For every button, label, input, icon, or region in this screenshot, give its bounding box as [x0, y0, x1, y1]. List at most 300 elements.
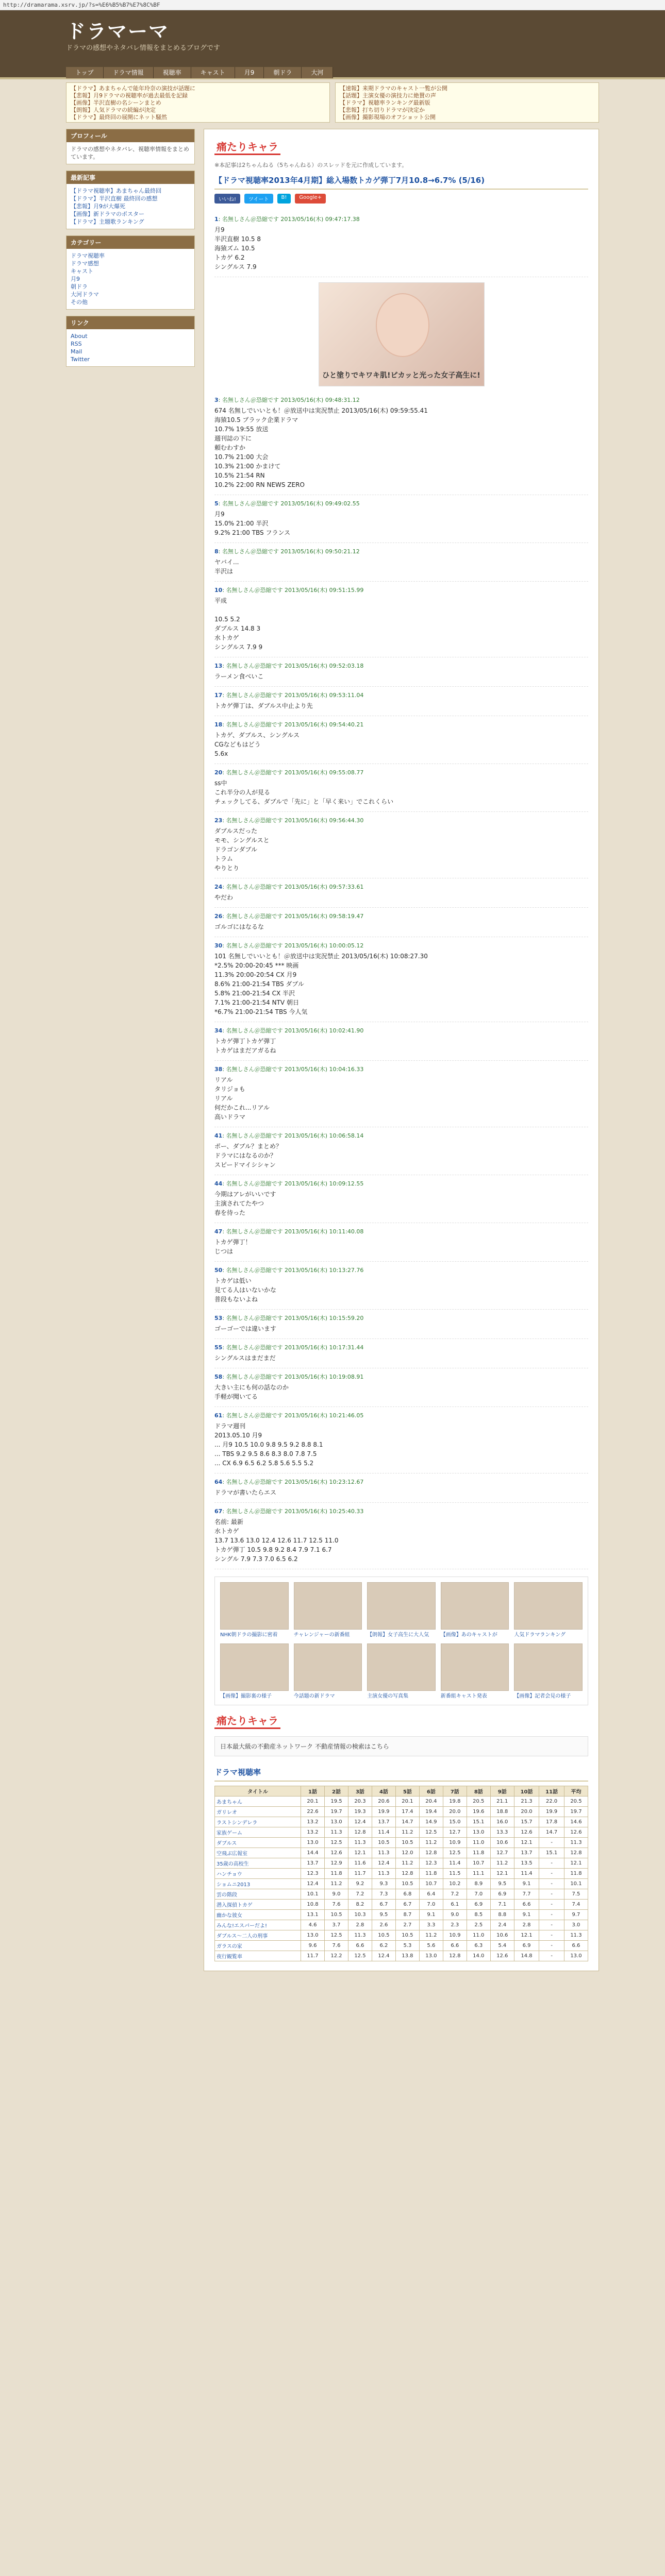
ratings-row [215, 1817, 588, 1827]
rating-cell: 11.1 [467, 1869, 490, 1879]
headline-link[interactable]: 【悲報】月9ドラマの視聴率が過去最低を記録 [71, 92, 188, 99]
post-author: 名無しさん＠恐縮です [226, 692, 283, 699]
rating-cell: 13.0 [301, 1838, 325, 1848]
post-number[interactable]: 38 [214, 1066, 223, 1073]
rating-cell: 19.9 [372, 1807, 395, 1817]
post-author: 名無しさん＠恐縮です [226, 663, 283, 669]
headline-box [66, 82, 599, 123]
recommend-item[interactable] [367, 1582, 436, 1638]
rating-cell: 6.6 [514, 1900, 539, 1910]
post-header: 20: 名無しさん＠恐縮です 2013/05/16(木) 09:55:08.77 [214, 769, 364, 776]
ratings-column-header: 7話 [443, 1786, 467, 1797]
rating-cell: 3.0 [564, 1920, 588, 1930]
drama-title-cell[interactable]: 雲の階段 [215, 1889, 301, 1900]
drama-title-cell[interactable]: ショムニ2013 [215, 1879, 301, 1889]
ratings-column-header: 2話 [325, 1786, 348, 1797]
post-item [214, 1339, 588, 1368]
category-link[interactable]: ドラマ視聴率 [71, 252, 105, 259]
post-item [214, 1407, 588, 1473]
rating-cell: 15.7 [514, 1817, 539, 1827]
headline-link[interactable]: 【話題】主演女優の演技力に絶賛の声 [340, 92, 436, 99]
nav-item[interactable]: 大河 [302, 67, 333, 78]
google-plus-button[interactable]: Google+ [295, 194, 326, 204]
post-number[interactable]: 55 [214, 1344, 223, 1351]
post-body: やだわ [214, 894, 234, 901]
rating-cell: 6.2 [372, 1941, 395, 1951]
recommend-caption[interactable]: NHK朝ドラの撮影に密着 [220, 1632, 278, 1638]
post-number[interactable]: 18 [214, 721, 223, 728]
recommend-thumbnail[interactable] [294, 1643, 362, 1691]
rating-cell: 19.9 [539, 1807, 564, 1817]
post-date: 2013/05/16(木) 10:17:31.44 [285, 1344, 364, 1351]
post-header: 5: 名無しさん＠恐縮です 2013/05/16(木) 09:49:02.55 [214, 500, 360, 507]
rating-cell: 13.8 [395, 1951, 419, 1961]
about-link[interactable]: About [71, 333, 88, 340]
post-date: 2013/05/16(木) 09:52:03.18 [285, 663, 364, 669]
drama-title-cell[interactable]: ラストシンデレラ [215, 1817, 301, 1827]
drama-title-cell[interactable]: ダブルス [215, 1838, 301, 1848]
category-list [66, 249, 194, 309]
headline-column-right [335, 82, 599, 123]
drama-title-cell[interactable]: ガリレオ [215, 1807, 301, 1817]
post-header: 41: 名無しさん＠恐縮です 2013/05/16(木) 10:06:58.14 [214, 1132, 364, 1139]
headline-link[interactable]: 【ドラマ】あまちゃんで能年玲奈の演技が話題に [71, 85, 195, 92]
rating-cell: 11.7 [348, 1869, 372, 1879]
post-date: 2013/05/16(木) 09:48:31.12 [280, 397, 360, 403]
nav-item[interactable]: 月9 [235, 67, 264, 78]
rating-cell: 11.0 [467, 1838, 490, 1848]
recent-post-link[interactable]: 【ドラマ】主題歌ランキング [71, 218, 144, 225]
post-body: 大きい主にも何の話なのか 手軽が聞いてる [214, 1384, 289, 1400]
post-item [214, 657, 588, 687]
post-author: 名無しさん＠恐縮です [222, 216, 279, 223]
rating-cell: - [539, 1920, 564, 1930]
recent-post-link[interactable]: 【悲報】月9が大爆死 [71, 203, 125, 210]
drama-title-cell[interactable]: ガラスの家 [215, 1941, 301, 1951]
post-date: 2013/05/16(木) 09:58:19.47 [285, 913, 364, 920]
ratings-title: ドラマ視聴率 [214, 1767, 588, 1782]
headline-link[interactable]: 【ドラマ】視聴率ランキング最新版 [340, 99, 430, 106]
recommend-thumbnail[interactable] [514, 1643, 583, 1691]
post-number[interactable]: 34 [214, 1027, 223, 1034]
rating-cell: 7.4 [564, 1900, 588, 1910]
recommend-thumbnail[interactable] [367, 1643, 436, 1691]
post-number[interactable]: 13 [214, 663, 223, 669]
post-header: 24: 名無しさん＠恐縮です 2013/05/16(木) 09:57:33.61 [214, 884, 364, 890]
post-header: 44: 名無しさん＠恐縮です 2013/05/16(木) 10:09:12.55 [214, 1180, 364, 1187]
mail-link[interactable]: Mail [71, 348, 82, 355]
rating-cell: 10.8 [301, 1900, 325, 1910]
post-number[interactable]: 67 [214, 1508, 223, 1515]
facebook-like-button[interactable]: いいね! [214, 194, 240, 204]
promo-image[interactable] [319, 282, 485, 386]
rating-cell: 12.8 [443, 1951, 467, 1961]
rating-cell: 11.0 [467, 1930, 490, 1941]
post-date: 2013/05/16(木) 09:47:17.38 [280, 216, 360, 223]
ratings-row [215, 1879, 588, 1889]
post-number[interactable]: 10 [214, 587, 223, 594]
post-item [214, 1503, 588, 1569]
rating-cell: 10.9 [443, 1930, 467, 1941]
recommend-caption[interactable]: 【画像】撮影裏の様子 [220, 1693, 272, 1699]
post-item [214, 392, 588, 495]
post-date: 2013/05/16(木) 09:54:40.21 [285, 721, 364, 728]
recommend-caption[interactable]: 人気ドラマランキング [514, 1632, 566, 1638]
category-link[interactable]: 月9 [71, 276, 80, 282]
headline-link[interactable]: 【画像】撮影現場のオフショット公開 [340, 114, 436, 121]
rating-cell: 17.8 [539, 1817, 564, 1827]
rating-cell: 11.2 [395, 1827, 419, 1838]
rating-cell: - [539, 1951, 564, 1961]
rating-cell: 13.0 [419, 1951, 443, 1961]
post-number[interactable]: 44 [214, 1180, 223, 1187]
rating-cell: 10.7 [467, 1858, 490, 1869]
rating-cell: 20.1 [395, 1797, 419, 1807]
rating-cell: 12.1 [490, 1869, 514, 1879]
post-item [214, 812, 588, 878]
headline-link[interactable]: 【悲報】打ち切りドラマが決定か [340, 107, 425, 113]
post-body: ドラマが書いたらエス [214, 1489, 277, 1496]
post-header: 64: 名無しさん＠恐縮です 2013/05/16(木) 10:23:12.67 [214, 1479, 364, 1485]
ratings-row [215, 1838, 588, 1848]
recent-post-link[interactable]: 【画像】新ドラマのポスター [71, 211, 144, 217]
recent-post-link[interactable]: 【ドラマ視聴率】あまちゃん最終回 [71, 188, 161, 194]
recommend-item[interactable] [367, 1643, 436, 1700]
post-item [214, 543, 588, 582]
rating-cell: 2.8 [514, 1920, 539, 1930]
rating-cell: 20.4 [419, 1797, 443, 1807]
post-date: 2013/05/16(木) 10:11:40.08 [285, 1228, 364, 1235]
recommend-item[interactable] [220, 1582, 289, 1638]
ratings-column-header: 5話 [395, 1786, 419, 1797]
rating-cell: 10.5 [325, 1910, 348, 1920]
post-number[interactable]: 8 [214, 548, 219, 555]
rating-cell: 19.7 [325, 1807, 348, 1817]
drama-title-cell[interactable]: 幽かな彼女 [215, 1910, 301, 1920]
rating-cell: 2.4 [490, 1920, 514, 1930]
intro-text: ※本記事は2ちゃんねる（5ちゃんねる）のスレッドを元に作成しています。 [214, 162, 408, 168]
site-logo[interactable]: ドラマーマ [66, 20, 170, 43]
rating-cell: 6.6 [443, 1941, 467, 1951]
twitter-link[interactable]: Twitter [71, 356, 90, 363]
ratings-column-header: 6話 [419, 1786, 443, 1797]
site-header [0, 10, 665, 79]
post-header: 3: 名無しさん＠恐縮です 2013/05/16(木) 09:48:31.12 [214, 397, 360, 403]
post-item [214, 211, 588, 277]
rating-cell: 16.0 [490, 1817, 514, 1827]
post-body: ss中 これ半分の人が見る チェックしてる、ダブルで「先に」と「早く来い」でこれくらい [214, 779, 394, 805]
post-item [214, 1061, 588, 1127]
post-body: トカゲ弾丁！ じつは [214, 1239, 252, 1255]
headline-link[interactable]: 【画像】半沢直樹の名シーンまとめ [71, 99, 161, 106]
rating-cell: 7.7 [514, 1889, 539, 1900]
ratings-column-header: 平均 [564, 1786, 588, 1797]
ratings-body [215, 1797, 588, 1961]
post-body: ドラマ週刊 2013.05.10 月9 ... 月9 10.5 10.0 9.8 9.5 9.2 8.8 8.1 ... TBS 9.2 9.5 8.6 8.3 8.0 7.8 7.5 ... CX 6.9 6.5 6.2 5.8 5.6 5.5 5.2 [214, 1422, 323, 1467]
recommend-thumbnail[interactable] [294, 1582, 362, 1630]
post-date: 2013/05/16(木) 10:09:12.55 [285, 1180, 364, 1187]
category-link[interactable]: ドラマ感想 [71, 260, 99, 267]
recommend-caption[interactable]: チャレンジャーの新番組 [293, 1632, 350, 1638]
rating-cell: 12.0 [395, 1848, 419, 1858]
rating-cell: - [539, 1879, 564, 1889]
rating-cell: 12.5 [325, 1838, 348, 1848]
drama-title-cell[interactable]: ハンチョウ [215, 1869, 301, 1879]
recommend-thumbnail[interactable] [441, 1582, 509, 1630]
ratings-section [214, 1767, 588, 1961]
post-number[interactable]: 20 [214, 769, 223, 776]
rating-cell: 12.5 [348, 1951, 372, 1961]
rating-cell: 9.5 [490, 1879, 514, 1889]
recommend-item[interactable] [441, 1582, 509, 1638]
post-number[interactable]: 50 [214, 1267, 223, 1274]
rating-cell: 17.4 [395, 1807, 419, 1817]
post-body: 月9 半沢直樹 10.5 8 海猿ズム 10.5 トカゲ 6.2 シングルス 7.9 [214, 226, 261, 270]
post-number[interactable]: 47 [214, 1228, 223, 1235]
rating-cell: 11.8 [419, 1869, 443, 1879]
recommend-thumbnail[interactable] [441, 1643, 509, 1691]
nav-item[interactable]: トップ [66, 67, 104, 78]
rating-cell: 14.6 [564, 1817, 588, 1827]
post-date: 2013/05/16(木) 10:02:41.90 [285, 1027, 364, 1034]
recommend-item[interactable] [441, 1643, 509, 1700]
recommend-item[interactable] [294, 1643, 362, 1700]
post-title[interactable]: 【ドラマ視聴率2013年4月期】総入場数トカゲ弾丁7月10.8→6.7% (5/16) [214, 175, 588, 190]
post-author: 名無しさん＠恐縮です [226, 1267, 283, 1274]
tweet-button[interactable]: ツイート [244, 194, 273, 204]
post-number[interactable]: 64 [214, 1479, 223, 1485]
post-body: トカゲ弾丁は、ダブルス中止より先 [214, 702, 313, 709]
post-number[interactable]: 26 [214, 913, 223, 920]
post-body: ヤバイ... 半沢は [214, 558, 239, 575]
post-header: 53: 名無しさん＠恐縮です 2013/05/16(木) 10:15:59.20 [214, 1315, 364, 1321]
post-item [214, 716, 588, 764]
post-number[interactable]: 17 [214, 692, 223, 699]
ratings-row [215, 1941, 588, 1951]
post-author: 名無しさん＠恐縮です [226, 721, 283, 728]
post-number[interactable]: 58 [214, 1374, 223, 1380]
post-header: 17: 名無しさん＠恐縮です 2013/05/16(木) 09:53:11.04 [214, 692, 364, 699]
hatena-button[interactable]: B! [277, 194, 291, 204]
drama-title-cell[interactable]: 35歳の高校生 [215, 1858, 301, 1869]
post-date: 2013/05/16(木) 10:23:12.67 [285, 1479, 364, 1485]
rating-cell: 14.7 [539, 1827, 564, 1838]
post-date: 2013/05/16(木) 10:04:16.33 [285, 1066, 364, 1073]
rating-cell: 13.7 [514, 1848, 539, 1858]
post-header: 34: 名無しさん＠恐縮です 2013/05/16(木) 10:02:41.90 [214, 1027, 364, 1034]
recommend-item[interactable] [514, 1643, 583, 1700]
rating-cell: 9.0 [325, 1889, 348, 1900]
post-author: 名無しさん＠恐縮です [226, 913, 283, 920]
recommend-thumbnail[interactable] [220, 1582, 289, 1630]
links-title: リンク [66, 316, 194, 329]
post-body: 名前: 最新 水トカゲ 13.7 13.6 13.0 12.4 12.6 11.7 12.5 11.0 トカゲ弾丁 10.5 9.8 9.2 8.4 7.9 7.1 6.7 シングル 7.9 7.3 7.0 6.5 6.2 [214, 1518, 339, 1563]
recommend-thumbnail[interactable] [514, 1582, 583, 1630]
recommend-item[interactable] [294, 1582, 362, 1638]
rating-cell: - [539, 1910, 564, 1920]
post-author: 名無しさん＠恐縮です [226, 1027, 283, 1034]
rating-cell: 13.7 [301, 1858, 325, 1869]
nav-item[interactable]: 朝ドラ [264, 67, 302, 78]
post-number[interactable]: 1 [214, 216, 219, 223]
recent-post-link[interactable]: 【ドラマ】半沢直樹 最終回の感想 [71, 195, 158, 202]
category-link[interactable]: キャスト [71, 268, 93, 275]
post-body: 今期はアレがいいです 主演されてたやつ 春を待った [214, 1191, 276, 1216]
rating-cell: 5.3 [395, 1941, 419, 1951]
rating-cell: 11.3 [325, 1827, 348, 1838]
rating-cell: 20.3 [348, 1797, 372, 1807]
rating-cell: 12.5 [325, 1930, 348, 1941]
post-body: 平成 10.5 5.2 ダブルス 14.8 3 水トカゲ シングルス 7.9 9 [214, 597, 263, 651]
rating-cell: 13.0 [467, 1827, 490, 1838]
post-list [214, 211, 588, 1569]
recommend-caption[interactable]: 【朗報】女子高生に大人気 [367, 1632, 429, 1638]
post-number[interactable]: 24 [214, 884, 223, 890]
ratings-column-header: 3話 [348, 1786, 372, 1797]
drama-title-cell[interactable]: ダブルス～二人の刑事 [215, 1930, 301, 1941]
rating-cell: 14.0 [467, 1951, 490, 1961]
recommend-caption[interactable]: 今話題の新ドラマ [293, 1693, 335, 1699]
post-date: 2013/05/16(木) 10:19:08.91 [285, 1374, 364, 1380]
drama-title-cell[interactable]: 潜入探偵トカゲ [215, 1900, 301, 1910]
rating-cell: 12.2 [325, 1951, 348, 1961]
rating-cell: 12.9 [325, 1858, 348, 1869]
category-link[interactable]: 大河ドラマ [71, 291, 99, 298]
rating-cell: 10.5 [395, 1930, 419, 1941]
post-number[interactable]: 53 [214, 1315, 223, 1321]
recent-posts-title: 最新記事 [66, 171, 194, 184]
drama-title-cell[interactable]: あまちゃん [215, 1797, 301, 1807]
nav-item[interactable]: キャスト [191, 67, 235, 78]
rating-cell: 19.5 [325, 1797, 348, 1807]
headline-link[interactable]: 【朗報】人気ドラマの続編が決定 [71, 107, 156, 113]
drama-title-cell[interactable]: 家族ゲーム [215, 1827, 301, 1838]
post-number[interactable]: 41 [214, 1132, 223, 1139]
rating-cell: 21.1 [490, 1797, 514, 1807]
brand-badge-bottom[interactable]: 痛たりキャラ [214, 1713, 280, 1729]
rating-cell: 11.4 [443, 1858, 467, 1869]
rating-cell: 9.5 [372, 1910, 395, 1920]
post-body: 月9 15.0% 21:00 半沢 9.2% 21:00 TBS フランス [214, 511, 291, 536]
rating-cell: 8.8 [490, 1910, 514, 1920]
post-number[interactable]: 5 [214, 500, 219, 507]
recommend-caption[interactable]: 新番組キャスト発表 [440, 1693, 487, 1699]
rating-cell: 6.6 [348, 1941, 372, 1951]
ratings-row [215, 1951, 588, 1961]
brand-badge[interactable]: 痛たりキャラ [214, 139, 280, 155]
recommend-grid [214, 1577, 588, 1705]
post-header: 30: 名無しさん＠恐縮です 2013/05/16(木) 10:00:05.12 [214, 942, 364, 949]
rating-cell: 11.8 [564, 1869, 588, 1879]
ratings-row [215, 1848, 588, 1858]
rating-cell: 12.4 [372, 1951, 395, 1961]
rating-cell: 12.8 [395, 1869, 419, 1879]
rating-cell: 10.6 [490, 1930, 514, 1941]
site-tagline: ドラマの感想やネタバレ情報をまとめるブログです [66, 44, 220, 52]
recommend-item[interactable] [220, 1643, 289, 1700]
drama-title-cell[interactable]: 夜行観覧車 [215, 1951, 301, 1961]
nav-item[interactable]: ドラマ情報 [104, 67, 154, 78]
rating-cell: 11.3 [372, 1869, 395, 1879]
post-number[interactable]: 3 [214, 397, 219, 403]
nav-item[interactable]: 視聴率 [154, 67, 191, 78]
recommend-caption[interactable]: 主演女優の写真集 [367, 1693, 409, 1699]
rating-cell: 20.0 [443, 1807, 467, 1817]
main-content [204, 129, 599, 1971]
drama-title-cell[interactable]: みんな!エスパーだよ! [215, 1920, 301, 1930]
rating-cell: 11.3 [348, 1930, 372, 1941]
rating-cell: 19.8 [443, 1797, 467, 1807]
rating-cell: 11.7 [301, 1951, 325, 1961]
post-number[interactable]: 30 [214, 942, 223, 949]
headline-link[interactable]: 【ドラマ】最終回の展開にネット騒然 [71, 114, 167, 121]
post-body: ラーメン食べいこ [214, 673, 264, 680]
category-link[interactable]: その他 [71, 299, 88, 306]
ratings-column-header: 8話 [467, 1786, 490, 1797]
rating-cell: 9.1 [514, 1910, 539, 1920]
rating-cell: 9.2 [348, 1879, 372, 1889]
post-body: リアル タリジョも リアル 何だかこれ...リアル 高いドラマ [214, 1076, 270, 1121]
category-link[interactable]: 朝ドラ [71, 283, 88, 290]
recommend-caption[interactable]: 【画像】あのキャストが [440, 1632, 497, 1638]
post-date: 2013/05/16(木) 10:15:59.20 [285, 1315, 364, 1321]
rating-cell: 13.7 [372, 1817, 395, 1827]
rss-link[interactable]: RSS [71, 341, 82, 347]
rating-cell: 12.1 [514, 1930, 539, 1941]
ratings-column-header: 1話 [301, 1786, 325, 1797]
recommend-caption[interactable]: 【画像】記者会見の様子 [514, 1693, 571, 1699]
drama-title-cell[interactable]: 空飛ぶ広報室 [215, 1848, 301, 1858]
rating-cell: 11.2 [490, 1858, 514, 1869]
post-body: ゴルゴにはなるな [214, 923, 264, 930]
rating-cell: 10.9 [443, 1838, 467, 1848]
post-number[interactable]: 61 [214, 1412, 223, 1419]
address-bar[interactable]: http://dramarama.xsrv.jp/?s=%E6%B5%B7%E7%8C%BF [0, 0, 665, 10]
rating-cell: 7.0 [419, 1900, 443, 1910]
rating-cell: 20.0 [514, 1807, 539, 1817]
headline-link[interactable]: 【速報】来期ドラマのキャスト一覧が公開 [340, 85, 447, 92]
post-date: 2013/05/16(木) 10:06:58.14 [285, 1132, 364, 1139]
ratings-row [215, 1797, 588, 1807]
post-header: 55: 名無しさん＠恐縮です 2013/05/16(木) 10:17:31.44 [214, 1344, 364, 1351]
ratings-row [215, 1869, 588, 1879]
rating-cell: - [539, 1858, 564, 1869]
ad-banner[interactable]: 日本最大級の不動産ネットワーク 不動産情報の検索はこちら [214, 1736, 588, 1756]
rating-cell: 10.5 [372, 1930, 395, 1941]
post-item [214, 764, 588, 812]
links-list [66, 329, 194, 366]
post-item [214, 878, 588, 908]
post-body: トカゲ弾丁トカゲ弾丁 トカゲはまだアガるね [214, 1038, 276, 1054]
rating-cell: 8.7 [395, 1910, 419, 1920]
recommend-thumbnail[interactable] [367, 1582, 436, 1630]
post-header: 38: 名無しさん＠恐縮です 2013/05/16(木) 10:04:16.33 [214, 1066, 364, 1073]
rating-cell: 19.3 [348, 1807, 372, 1817]
rating-cell: 19.7 [564, 1807, 588, 1817]
rating-cell: 6.6 [564, 1941, 588, 1951]
rating-cell: 12.6 [514, 1827, 539, 1838]
profile-box [66, 129, 195, 164]
recommend-thumbnail[interactable] [220, 1643, 289, 1691]
recommend-item[interactable] [514, 1582, 583, 1638]
post-body: 674 名無しでいいとも！＠放送中は実況禁止 2013/05/16(木) 09:59:55.41 海猿10.5 ブラック企業ドラマ 10.7% 19:55 放送 週刊誌の下に 頼むわすか 10.7% 21:00 大会 10.3% 21:00 かまけて 10.5% 21:54 RN 10.2% 22:00 RN NEWS ZERO [214, 407, 428, 488]
rating-cell: 5.6 [419, 1941, 443, 1951]
post-number[interactable]: 23 [214, 817, 223, 824]
rating-cell: 15.1 [539, 1848, 564, 1858]
post-author: 名無しさん＠恐縮です [226, 769, 283, 776]
rating-cell: 12.3 [419, 1858, 443, 1869]
rating-cell: 6.9 [467, 1900, 490, 1910]
